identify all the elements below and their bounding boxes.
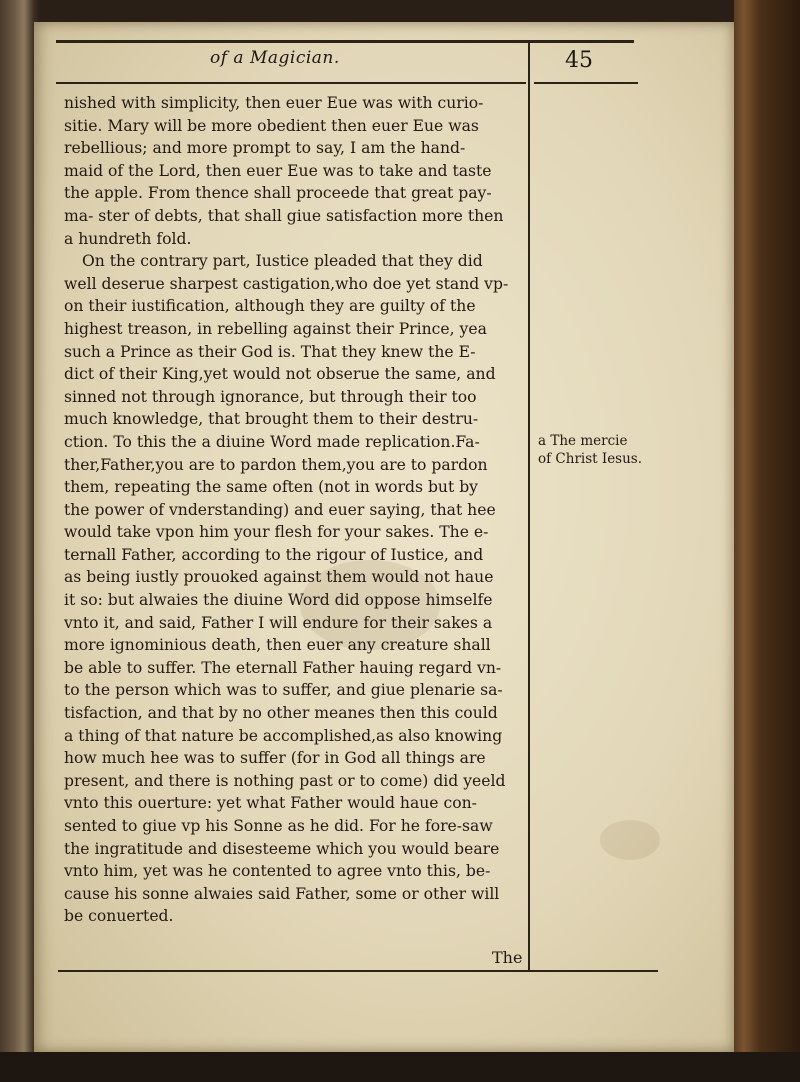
page-number: 45 (565, 48, 593, 73)
text-line: it so: but alwaies the diuine Word did oppose himselfe (64, 591, 493, 610)
text-line: present, and there is nothing past or to come) did yeeld (64, 771, 506, 790)
margin-note-line: of Christ Iesus. (538, 451, 643, 467)
text-line: a hundreth fold. (64, 229, 192, 248)
text-line: the ingratitude and disesteeme which you would beare (64, 839, 500, 858)
margin-note-line: a The mercie (538, 433, 628, 449)
body-text (64, 92, 526, 928)
text-line: nished with simplicity, then euer Eue was with curio- (64, 94, 484, 112)
running-title: of a Magician. (210, 48, 340, 68)
text-line: dict of their King,yet would not obserue the same, and (64, 365, 496, 384)
text-line: well deserue sharpest castigation,who doe yet stand vp- (64, 274, 509, 293)
text-line: the apple. From thence shall proceede that great pay- (64, 184, 492, 203)
header-rule-margin (534, 82, 638, 84)
text-line: vnto this ouerture: yet what Father would haue con- (64, 794, 477, 813)
text-line: vnto it, and said, Father I will endure for their sakes a (64, 613, 493, 632)
text-line: be conuerted. (64, 907, 174, 926)
text-line: to the person which was to suffer, and giue plenarie sa- (64, 681, 503, 700)
text-line: maid of the Lord, then euer Eue was to take and taste (64, 161, 492, 180)
text-line: on their iustification, although they are guilty of the (64, 297, 476, 316)
text-line: sented to giue vp his Sonne as he did. For he fore-saw (64, 817, 493, 835)
text-line: sitie. Mary will be more obedient then euer Eue was (64, 116, 479, 135)
text-line: ction. To this the a diuine Word made replication.Fa- (64, 432, 480, 451)
text-line: sinned not through ignorance, but through their too (64, 387, 477, 406)
top-rule (56, 40, 634, 43)
margin-note (538, 432, 668, 468)
text-line: such a Prince as their God is. That they knew the E- (64, 342, 476, 361)
text-line: tisfaction, and that by no other meanes then this could (64, 704, 498, 723)
text-line: ternall Father, according to the rigour of Iustice, and (64, 545, 484, 564)
text-line: how much hee was to suffer (for in God all things are (64, 749, 486, 768)
text-line: On the contrary part, Iustice pleaded that they did (82, 252, 483, 271)
text-line: more ignominious death, then euer any creature shall (64, 636, 491, 655)
text-line: ma- ster of debts, that shall giue satisfaction more then (64, 206, 504, 225)
book-fore-edge (734, 0, 800, 1082)
scan-bottom-shadow (0, 1052, 800, 1082)
paper-stain (600, 820, 660, 860)
text-line: much knowledge, that brought them to their destru- (64, 410, 479, 429)
catchword: The (492, 948, 523, 967)
text-line: a thing of that nature be accomplished,as also knowing (64, 726, 503, 745)
text-line: would take vpon him your flesh for your sakes. The e- (64, 523, 489, 542)
header-rule (56, 82, 526, 84)
text-line: the power of vnderstanding) and euer saying, that hee (64, 500, 496, 519)
text-line: rebellious; and more prompt to say, I am the hand- (64, 139, 466, 158)
margin-column-rule (528, 40, 530, 970)
text-line: be able to suffer. The eternall Father hauing regard vn- (64, 658, 502, 677)
text-line: as being iustly prouoked against them would not haue (64, 568, 494, 587)
text-line: ther,Father,you are to pardon them,you are to pardon (64, 455, 488, 474)
text-line: highest treason, in rebelling against their Prince, yea (64, 319, 487, 338)
text-line: vnto him, yet was he contented to agree vnto this, be- (64, 862, 491, 881)
text-line: cause his sonne alwaies said Father, some or other will (64, 884, 500, 903)
text-line: them, repeating the same often (not in words but by (64, 478, 478, 497)
bottom-rule (58, 970, 658, 972)
